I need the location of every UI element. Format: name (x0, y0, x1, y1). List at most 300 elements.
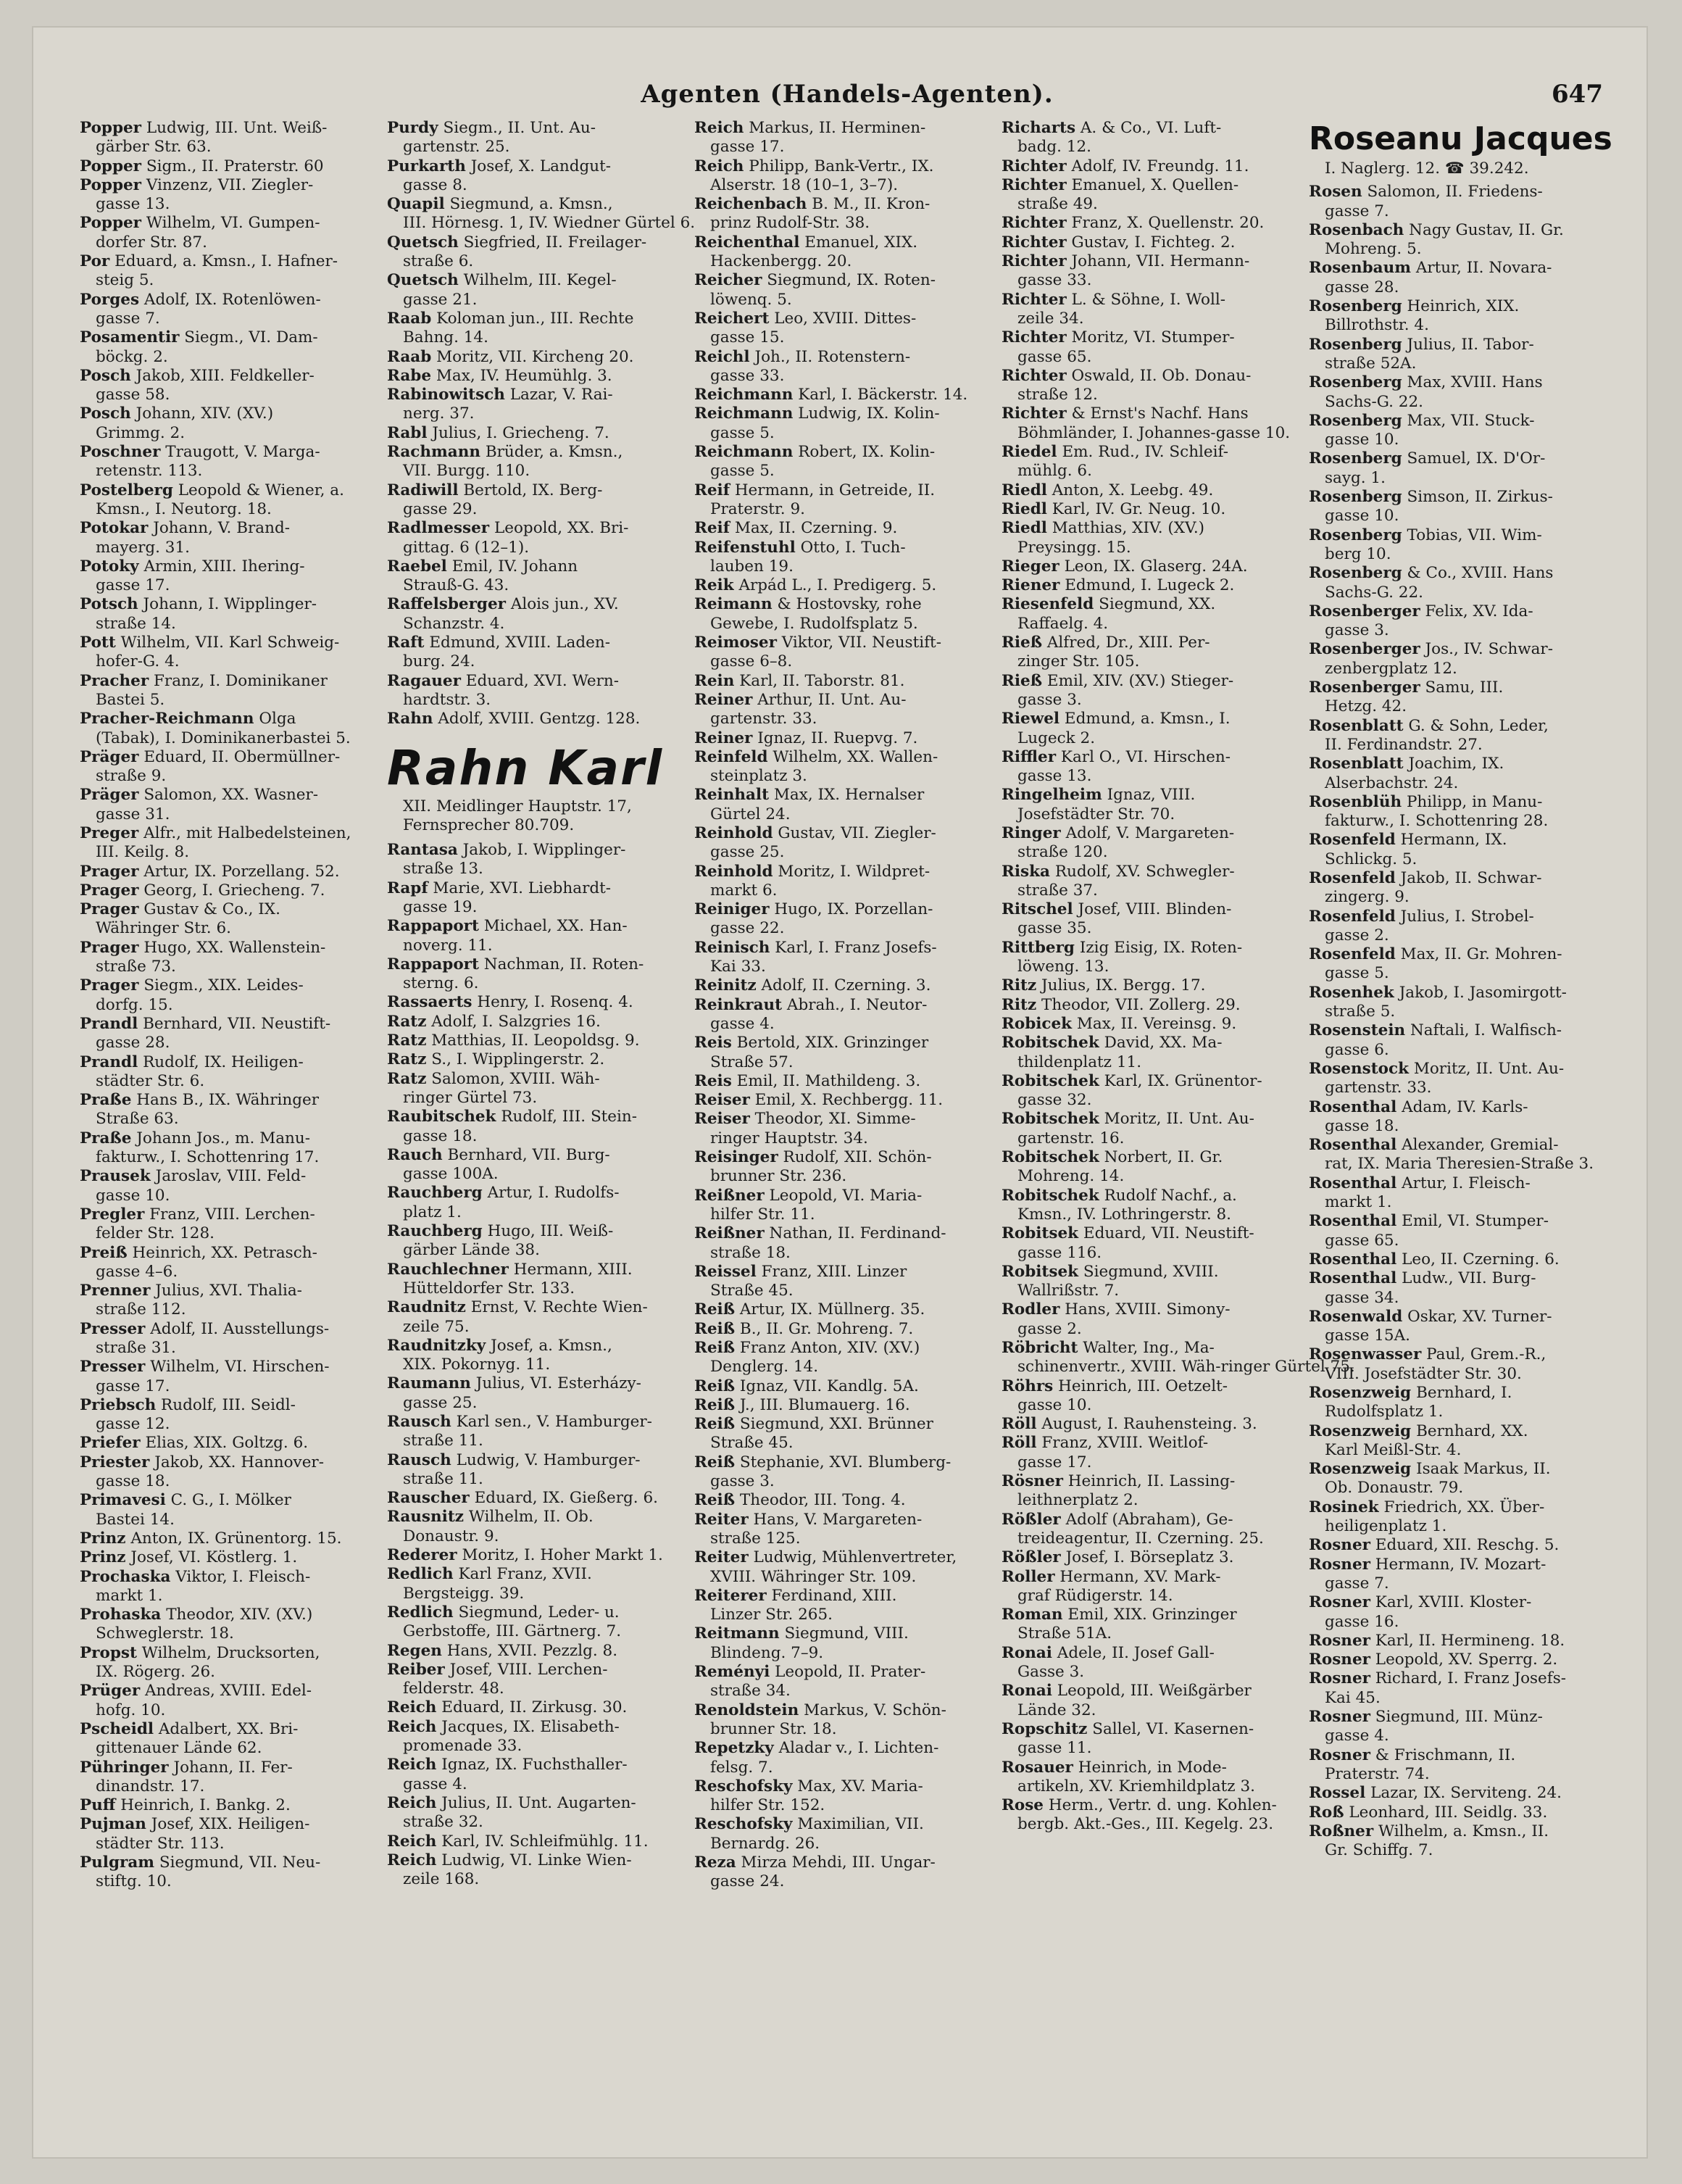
entry-details: Jakob, XX. Hannover- (154, 1453, 324, 1471)
entry-continuation: prinz Rudolf-Str. 38. (710, 214, 870, 233)
entry-details: Edmund, XVIII. Laden- (429, 634, 610, 652)
entry-continuation: platz 1. (403, 1203, 462, 1221)
entry-surname: Robitsek (1002, 1224, 1079, 1243)
entry-continuation: hofer-G. 4. (96, 652, 180, 671)
entry-continuation: straße 32. (403, 1813, 483, 1832)
entry-continuation: gasse 18. (96, 1472, 170, 1491)
entry-details: Ludwig, V. Hamburger- (456, 1450, 641, 1469)
entry-continuation: gartenstr. 33. (710, 710, 817, 728)
entry-continuation: Mohreng. 14. (1017, 1167, 1125, 1186)
directory-entry (1002, 1568, 1299, 1606)
entry-details: S., I. Wipplingerstr. 2. (431, 1050, 605, 1069)
entry-surname: Reißner (694, 1186, 765, 1205)
directory-entry (1002, 252, 1299, 291)
entry-details: Artur, IX. Müllnerg. 35. (739, 1300, 925, 1319)
directory-entry (80, 748, 377, 786)
entry-surname: Repetzky (694, 1739, 774, 1758)
entry-continuation: gasse 4. (403, 1774, 467, 1793)
directory-entry (1309, 1212, 1620, 1250)
entry-continuation: III. Keilg. 8. (96, 843, 190, 862)
directory-entry (80, 1815, 377, 1853)
entry-surname: Rosner (1309, 1651, 1370, 1669)
entry-continuation: Sachs-G. 22. (1325, 583, 1424, 602)
entry-continuation: straße 13. (403, 860, 483, 879)
entry-surname: Richter (1002, 233, 1067, 252)
entry-details: Ludw., VII. Burg- (1402, 1269, 1536, 1288)
directory-entry (387, 841, 684, 879)
entry-details: Isaak Markus, II. (1416, 1460, 1551, 1479)
directory-entry (1309, 221, 1620, 259)
directory-entry (1309, 1460, 1620, 1498)
entry-continuation: gasse 25. (403, 1393, 478, 1412)
directory-entry (387, 1851, 684, 1890)
entry-continuation: gärber Str. 63. (96, 138, 212, 157)
entry-surname: Rosenberg (1309, 411, 1402, 430)
entry-surname: Reissel (694, 1262, 757, 1281)
entry-surname: Reiterer (694, 1586, 767, 1605)
entry-details: Johann, II. Fer- (173, 1758, 293, 1777)
entry-continuation: gasse 10. (1325, 431, 1399, 449)
entry-surname: Radlmesser (387, 519, 490, 538)
entry-details: Ignaz, VII. Kandlg. 5A. (739, 1377, 919, 1395)
entry-surname: Poschner (80, 443, 161, 462)
entry-details: & Frischmann, II. (1375, 1745, 1516, 1764)
entry-details: Karl, I. Franz Josefs- (775, 938, 937, 957)
entry-details: Hans, V. Margareten- (753, 1510, 923, 1529)
entry-details: Wilhelm, XX. Wallen- (773, 747, 938, 766)
entry-continuation: XVIII. Währinger Str. 109. (710, 1567, 917, 1586)
directory-entry (80, 1759, 377, 1797)
entry-surname: Rauch (387, 1145, 443, 1164)
entry-details: Adolf, I. Salzgries 16. (431, 1012, 601, 1031)
directory-entry (694, 976, 991, 995)
entry-continuation: gasse 15. (710, 328, 785, 347)
entry-continuation: Kai 45. (1325, 1688, 1381, 1707)
directory-entry (80, 1205, 377, 1244)
directory-entry (387, 557, 684, 596)
entry-surname: Reiß (694, 1339, 736, 1357)
ad-name: Roseanu Jacques (1309, 120, 1612, 157)
entry-surname: Reimann (694, 595, 773, 614)
entry-surname: Reichmann (694, 443, 794, 462)
directory-entry (1002, 481, 1299, 500)
entry-details: Bernhard, VII. Neustift- (143, 1014, 331, 1033)
entry-surname: Reinfeld (694, 747, 768, 766)
entry-details: Emil, IV. Johann (451, 557, 578, 576)
directory-entry (1309, 1498, 1620, 1537)
entry-details: Hugo, XX. Wallenstein- (143, 938, 326, 957)
entry-surname: Rosenberger (1309, 678, 1420, 697)
directory-entry (1309, 1269, 1620, 1308)
entry-surname: Reiniger (694, 900, 770, 919)
entry-details: Traugott, V. Marga- (165, 443, 320, 462)
directory-entry (387, 310, 684, 348)
entry-continuation: Sachs-G. 22. (1325, 392, 1424, 411)
entry-surname: Robitschek (1002, 1110, 1099, 1129)
entry-details: Markus, V. Schön- (804, 1701, 946, 1719)
directory-entry (1309, 1822, 1620, 1861)
entry-surname: Popper (80, 175, 142, 194)
entry-surname: Quetsch (387, 271, 459, 290)
entry-surname: Reicher (694, 271, 762, 290)
directory-entry (387, 917, 684, 955)
directory-entry (1002, 939, 1299, 977)
entry-continuation: gasse 7. (1325, 202, 1389, 220)
entry-details: Gustav, I. Fichteg. 2. (1071, 233, 1236, 252)
directory-entry (1002, 557, 1299, 576)
directory-entry (387, 519, 684, 557)
entry-surname: Reiß (694, 1491, 736, 1510)
directory-entry (80, 1167, 377, 1205)
entry-details: Max, IV. Heumühlg. 3. (436, 366, 612, 385)
entry-continuation: gasse 18. (1325, 1116, 1399, 1135)
entry-continuation: artikeln, XV. Kriemhildplatz 3. (1017, 1777, 1255, 1795)
entry-surname: Pujman (80, 1815, 146, 1834)
entry-surname: Primavesi (80, 1491, 166, 1510)
entry-continuation: gasse 3. (1325, 621, 1389, 640)
entry-surname: Rossel (1309, 1784, 1366, 1803)
entry-surname: Reif (694, 481, 730, 499)
entry-details: Josef, VIII. Lerchen- (449, 1660, 608, 1679)
entry-surname: Raffelsberger (387, 595, 506, 614)
entry-continuation: straße 37. (1017, 881, 1098, 900)
entry-continuation: Hütteldorfer Str. 133. (403, 1279, 575, 1297)
entry-details: Matthias, XIV. (XV.) (1052, 519, 1205, 538)
entry-continuation: gasse 5. (710, 462, 775, 481)
entry-continuation: gasse 17. (1017, 1453, 1092, 1471)
entry-surname: Rabe (387, 366, 432, 385)
entry-surname: Riedl (1002, 519, 1047, 538)
entry-continuation: straße 120. (1017, 843, 1108, 862)
entry-surname: Raab (387, 347, 432, 366)
entry-continuation: Bergsteigg. 39. (403, 1584, 525, 1603)
entry-surname: Reich (694, 119, 744, 137)
directory-entry (80, 176, 377, 215)
directory-entry (694, 348, 991, 386)
entry-details: Eduard, a. Kmsn., I. Hafner- (115, 252, 338, 271)
entry-surname: Popper (80, 157, 142, 175)
entry-surname: Rausch (387, 1450, 451, 1469)
directory-entry (1002, 233, 1299, 252)
directory-entry (1002, 1015, 1299, 1034)
directory-entry (80, 1682, 377, 1720)
entry-details: Andreas, XVIII. Edel- (145, 1682, 312, 1701)
directory-entry (694, 1072, 991, 1091)
entry-surname: Prandl (80, 1052, 138, 1071)
entry-details: Ignaz, IX. Fuchsthaller- (441, 1756, 628, 1774)
entry-details: Friedrich, XX. Über- (1383, 1498, 1545, 1516)
directory-entry (1002, 1759, 1299, 1797)
column-2 (387, 119, 696, 2105)
entry-surname: Ratz (387, 1069, 427, 1088)
entry-details: Adolf, II. Czerning. 3. (761, 976, 931, 995)
directory-entry (387, 1698, 684, 1717)
entry-details: Franz, X. Quellenstr. 20. (1071, 214, 1265, 233)
entry-continuation: II. Ferdinandstr. 27. (1325, 735, 1483, 754)
entry-surname: Prochaska (80, 1567, 171, 1586)
directory-entry (694, 404, 991, 443)
entry-surname: Ringelheim (1002, 786, 1102, 805)
directory-entry (80, 1320, 377, 1358)
entry-details: Theodor, XI. Simme- (754, 1110, 916, 1129)
entry-surname: Popper (80, 119, 142, 137)
entry-details: Heinrich, XX. Petrasch- (132, 1243, 317, 1262)
directory-entry (80, 710, 377, 748)
entry-details: Oskar, XV. Turner- (1407, 1307, 1552, 1326)
entry-continuation: löwenq. 5. (710, 290, 792, 309)
entry-surname: Richter (1002, 366, 1067, 385)
directory-entry (80, 519, 377, 557)
entry-details: Hans, XVIII. Simony- (1065, 1300, 1231, 1319)
directory-entry (387, 1031, 684, 1050)
entry-details: Hermann, IV. Mozart- (1375, 1555, 1546, 1574)
entry-surname: Rahn (387, 710, 433, 728)
directory-entry (1002, 1415, 1299, 1434)
entry-continuation: Währinger Str. 6. (96, 919, 231, 938)
entry-surname: Richter (1002, 404, 1067, 423)
directory-entry (1002, 996, 1299, 1015)
entry-surname: Reik (694, 576, 734, 595)
directory-entry (80, 1548, 377, 1567)
entry-details: Eduard, VII. Neustift- (1083, 1224, 1254, 1243)
entry-details: Salomon, XVIII. Wäh- (431, 1069, 600, 1088)
entry-details: Siegmund, VII. Neu- (159, 1853, 321, 1872)
entry-surname: Porges (80, 290, 140, 309)
entry-continuation: straße 52A. (1325, 354, 1417, 373)
entry-continuation: gasse 8. (403, 175, 467, 194)
entry-surname: Richter (1002, 328, 1067, 347)
directory-entry (1002, 786, 1299, 824)
entry-surname: Reich (694, 157, 744, 175)
entry-details: Rudolf, IX. Heiligen- (143, 1052, 304, 1071)
entry-continuation: zeile 34. (1017, 309, 1084, 328)
entry-continuation: gasse 17. (96, 576, 170, 595)
entry-details: Izig Eisig, IX. Roten- (1079, 938, 1243, 957)
entry-surname: Pscheidl (80, 1719, 154, 1738)
directory-entry (694, 1224, 991, 1263)
entry-surname: Propst (80, 1643, 137, 1662)
entry-details: Karl, II. Hermineng. 18. (1375, 1631, 1565, 1650)
directory-entry (1002, 500, 1299, 519)
entry-details: Artur, I. Fleisch- (1402, 1174, 1531, 1192)
directory-entry (694, 1091, 991, 1110)
entry-continuation: gartenstr. 33. (1325, 1079, 1432, 1097)
entry-surname: Rosauer (1002, 1758, 1073, 1777)
directory-entry (694, 1320, 991, 1339)
directory-entry (1309, 1632, 1620, 1651)
directory-entry (1309, 183, 1620, 221)
directory-entry (694, 1034, 991, 1072)
entry-surname: Rodler (1002, 1300, 1060, 1319)
entry-surname: Ritz (1002, 976, 1037, 995)
entry-details: Wilhelm, III. Kegel- (463, 271, 617, 290)
entry-surname: Reichert (694, 309, 770, 328)
entry-surname: Richter (1002, 157, 1067, 175)
entry-surname: Priester (80, 1453, 150, 1471)
entry-surname: Reiß (694, 1300, 736, 1319)
entry-details: Alexander, Gremial- (1402, 1136, 1559, 1155)
directory-entry (80, 672, 377, 710)
directory-entry (694, 1587, 991, 1625)
directory-entry (80, 443, 377, 481)
entry-details: Norbert, II. Gr. (1104, 1148, 1223, 1167)
entry-continuation: ringer Gürtel 73. (403, 1088, 538, 1107)
entry-details: Siegmund, III. Münz- (1375, 1708, 1543, 1727)
entry-continuation: rat, IX. Maria Theresien-Straße 3. (1325, 1155, 1594, 1174)
entry-details: Emanuel, X. Quellen- (1071, 175, 1239, 194)
entry-details: Viktor, VII. Neustift- (781, 634, 941, 652)
entry-surname: Preiß (80, 1243, 128, 1262)
entry-details: Lazar, V. Rai- (509, 386, 613, 404)
entry-details: Stephanie, XVI. Blumberg- (739, 1453, 952, 1471)
entry-continuation: graf Rüdigerstr. 14. (1017, 1586, 1173, 1605)
entry-details: Anton, IX. Grünentorg. 15. (130, 1529, 342, 1548)
entry-continuation: Bahng. 14. (403, 328, 488, 347)
entry-surname: Presser (80, 1319, 146, 1338)
entry-details: Bertold, IX. Berg- (463, 481, 603, 499)
entry-details: Jos., IV. Schwar- (1425, 640, 1553, 659)
entry-continuation: städter Str. 113. (96, 1834, 225, 1853)
entry-details: Leopold & Wiener, a. (178, 481, 344, 499)
entry-details: Johann, I. Wipplinger- (143, 595, 317, 614)
entry-surname: Richarts (1002, 119, 1076, 137)
directory-entry (694, 271, 991, 310)
entry-details: Hermann, IX. (1400, 831, 1507, 850)
entry-surname: Prager (80, 900, 139, 919)
entry-surname: Rappaport (387, 955, 479, 973)
directory-entry (1309, 1556, 1620, 1594)
entry-surname: Redlich (387, 1565, 454, 1584)
entry-details: Georg, I. Griecheng. 7. (143, 881, 325, 900)
entry-continuation: gasse 28. (1325, 278, 1399, 296)
entry-continuation: Strauß-G. 43. (403, 576, 509, 595)
entry-continuation: dorfer Str. 87. (96, 233, 207, 252)
entry-surname: Reichl (694, 347, 750, 366)
entry-surname: Reschofsky (694, 1815, 793, 1834)
directory-entry (387, 1337, 684, 1375)
entry-details: Heinrich, II. Lassing- (1067, 1472, 1236, 1491)
directory-entry (1002, 1511, 1299, 1549)
entry-surname: Reiß (694, 1319, 736, 1338)
directory-entry (80, 119, 377, 157)
directory-entry (80, 367, 377, 405)
directory-entry (1309, 1803, 1620, 1822)
page-number: 647 (1552, 80, 1603, 109)
directory-entry (387, 1642, 684, 1661)
entry-surname: Renoldstein (694, 1701, 799, 1719)
entry-surname: Raudnitzky (387, 1336, 486, 1355)
entry-surname: Prenner (80, 1282, 151, 1300)
entry-details: Herm., Vertr. d. ung. Kohlen- (1048, 1796, 1277, 1815)
entry-surname: Priebsch (80, 1395, 157, 1414)
entry-details: Philipp, in Manu- (1406, 792, 1543, 811)
entry-continuation: sayg. 1. (1325, 468, 1386, 487)
directory-entry (694, 481, 991, 520)
entry-continuation: gasse 2. (1017, 1319, 1082, 1338)
entry-continuation: straße 31. (96, 1339, 176, 1357)
entry-details: Wilhelm, VII. Karl Schweig- (120, 634, 340, 652)
directory-entry (694, 863, 991, 901)
entry-continuation: heiligenplatz 1. (1325, 1517, 1447, 1536)
entry-details: Eduard, II. Obermüllner- (143, 747, 341, 766)
entry-continuation: Gewebe, I. Rudolfsplatz 5. (710, 614, 918, 633)
entry-surname: Reschofsky (694, 1777, 793, 1795)
entry-details: Wilhelm, a. Kmsn., II. (1378, 1822, 1549, 1840)
entry-details: Max, VII. Stuck- (1407, 411, 1535, 430)
directory-entry (694, 310, 991, 348)
directory-entry (1309, 640, 1620, 678)
entry-details: Adolf, IV. Freundg. 11. (1071, 157, 1249, 175)
entry-details: Siegm., XIX. Leides- (143, 976, 304, 995)
directory-entry (694, 119, 991, 157)
entry-surname: Raebel (387, 557, 447, 576)
entry-surname: Richter (1002, 214, 1067, 233)
entry-continuation: Hackenbergg. 20. (710, 252, 852, 271)
entry-continuation: XIX. Pokornyg. 11. (403, 1355, 551, 1374)
entry-continuation: gasse 25. (710, 843, 785, 862)
entry-surname: Prager (80, 862, 139, 881)
directory-entry (694, 691, 991, 729)
entry-details: Karl, IX. Grünentor- (1104, 1071, 1262, 1090)
entry-surname: Rosenzweig (1309, 1384, 1412, 1402)
entry-continuation: gasse 13. (1017, 767, 1092, 786)
entry-surname: Röbricht (1002, 1339, 1078, 1357)
entry-continuation: Rudolfsplatz 1. (1325, 1403, 1444, 1421)
entry-surname: Riska (1002, 862, 1050, 881)
entry-surname: Raudnitz (387, 1298, 466, 1317)
directory-entry (694, 729, 991, 748)
entry-continuation: mühlg. 6. (1017, 462, 1092, 481)
directory-entry (1309, 1060, 1620, 1098)
directory-entry (80, 595, 377, 634)
directory-entry (694, 195, 991, 233)
directory-entry (694, 1548, 991, 1587)
directory-entry (694, 748, 991, 786)
entry-details: Siegmund, XVIII. (1083, 1262, 1219, 1281)
directory-entry (387, 1756, 684, 1794)
entry-surname: Reis (694, 1034, 732, 1052)
directory-entry (1309, 297, 1620, 336)
entry-details: Ludwig, VI. Linke Wien- (441, 1851, 632, 1869)
entry-continuation: Gürtel 24. (710, 805, 791, 823)
directory-entry (694, 1263, 991, 1301)
entry-details: Leon, IX. Glaserg. 24A. (1064, 557, 1248, 576)
entry-details: Siegmund, XXI. Brünner (739, 1415, 933, 1434)
directory-entry (694, 1339, 991, 1377)
directory-entry (80, 1244, 377, 1282)
entry-surname: Rösner (1002, 1472, 1063, 1491)
entry-details: Leo, II. Czerning. 6. (1402, 1250, 1560, 1269)
directory-entry (1309, 1098, 1620, 1137)
directory-entry (1309, 1784, 1620, 1803)
entry-details: Samu, III. (1425, 678, 1504, 697)
entry-details: Leo, XVIII. Dittes- (774, 309, 917, 328)
directory-entry (694, 900, 991, 939)
entry-surname: Rosenthal (1309, 1212, 1397, 1231)
entry-details: Josef, VIII. Blinden- (1078, 900, 1232, 919)
directory-entry (694, 443, 991, 481)
entry-surname: Rosenberg (1309, 373, 1402, 392)
entry-details: Emil, XIX. Grinzinger (1067, 1606, 1237, 1624)
directory-entry (1002, 748, 1299, 786)
directory-entry (1002, 214, 1299, 233)
directory-entry (694, 1701, 991, 1740)
entry-surname: Reitmann (694, 1624, 780, 1643)
entry-details: Brüder, a. Kmsn., (485, 443, 623, 462)
entry-surname: Reinkraut (694, 995, 783, 1014)
entry-details: Johann, VII. Hermann- (1071, 252, 1250, 271)
entry-continuation: brunner Str. 18. (710, 1719, 837, 1738)
